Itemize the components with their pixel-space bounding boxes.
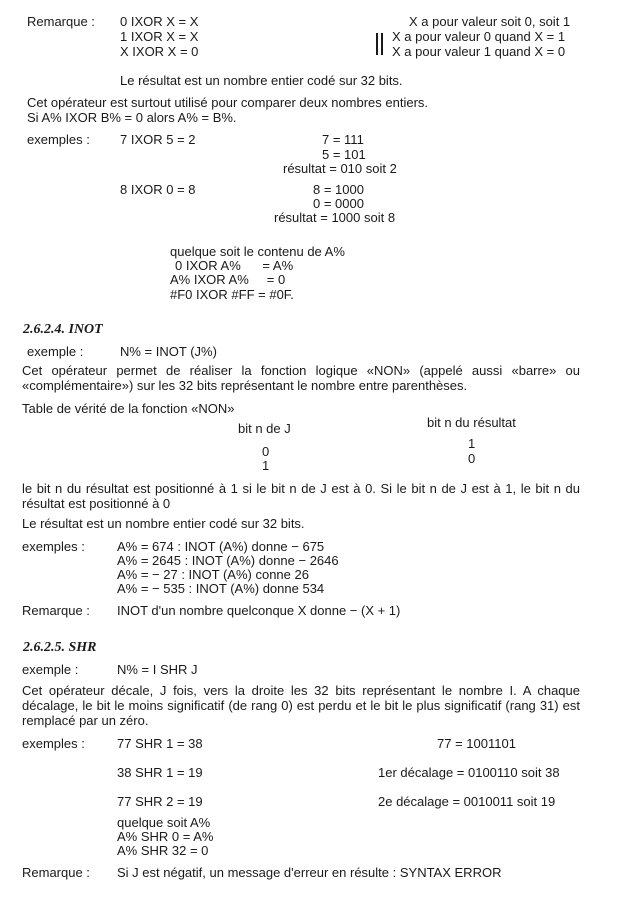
remark-label: Remarque : bbox=[22, 603, 90, 618]
examples-label: exemples : bbox=[27, 132, 90, 147]
ixor-rule-line: 0 IXOR X = X bbox=[120, 14, 199, 29]
example-expression: N% = INOT (J%) bbox=[120, 344, 217, 359]
paragraph: le bit n du résultat est positionné à 1 si le bit n de J est à 0. Si le bit n de J est à 1, le bit n du résultat est positionné à 0 bbox=[22, 481, 580, 511]
paragraph: Cet opérateur permet de réaliser la fonction logique «NON» (appelé aussi «barre» ou «complémentaire») sur les 32 bits représentant le nombre entre parenthèses. bbox=[22, 363, 580, 393]
result-note: Le résultat est un nombre entier codé sur 32 bits. bbox=[22, 516, 305, 531]
binary-line: 5 = 101 bbox=[322, 147, 366, 162]
truth-table-cell: 0 bbox=[468, 451, 476, 466]
example-label: exemple : bbox=[22, 662, 79, 677]
example-label: exemple : bbox=[27, 344, 84, 359]
remark-text: INOT d'un nombre quelconque X donne − (X + 1) bbox=[117, 603, 401, 618]
remark-label: Remarque : bbox=[27, 14, 95, 29]
result-note: Le résultat est un nombre entier codé sur 32 bits. bbox=[120, 73, 403, 88]
example-line: A% = − 27 : INOT (A%) conne 26 bbox=[117, 567, 309, 582]
truth-table-header: bit n de J bbox=[238, 421, 291, 436]
remark-label: Remarque : bbox=[22, 865, 90, 880]
section-heading-shr: 2.6.2.5. SHR bbox=[23, 640, 97, 655]
ixor-condition-line: X a pour valeur 0 quand X = 1 bbox=[392, 29, 566, 44]
truth-table-cell: 1 bbox=[262, 458, 270, 473]
ixor-rule-line: 1 IXOR X = X bbox=[120, 29, 199, 44]
binary-result: résultat = 010 soit 2 bbox=[283, 161, 397, 176]
ixor-condition-line: X a pour valeur 1 quand X = 0 bbox=[392, 44, 566, 59]
shift-line: 2e décalage = 0010011 soit 19 bbox=[378, 794, 556, 809]
paragraph: Si A% IXOR B% = 0 alors A% = B%. bbox=[27, 110, 237, 125]
note-line: A% SHR 0 = A% bbox=[117, 829, 214, 844]
note-line: #F0 IXOR #FF = #0F. bbox=[170, 287, 294, 302]
examples-label: exemples : bbox=[22, 736, 85, 751]
binary-line: 8 = 1000 bbox=[313, 182, 364, 197]
example-expression: 77 SHR 2 = 19 bbox=[117, 794, 203, 809]
example-expression: N% = I SHR J bbox=[117, 662, 198, 677]
ixor-condition-line: X a pour valeur soit 0, soit 1 bbox=[409, 14, 571, 29]
binary-result: résultat = 1000 soit 8 bbox=[274, 210, 396, 225]
note-line: 0 IXOR A% = A% bbox=[175, 258, 294, 273]
double-bar-left bbox=[376, 33, 378, 55]
shift-line: 1er décalage = 0100110 soit 38 bbox=[378, 765, 560, 780]
note-line: A% IXOR A% = 0 bbox=[170, 272, 286, 287]
example-line: A% = 2645 : INOT (A%) donne − 2646 bbox=[117, 553, 339, 568]
truth-table-cell: 0 bbox=[262, 444, 270, 459]
example-expression: 77 SHR 1 = 38 bbox=[117, 736, 203, 751]
remark-text: Si J est négatif, un message d'erreur en résulte : SYNTAX ERROR bbox=[117, 865, 502, 880]
binary-line: 0 = 0000 bbox=[313, 196, 364, 211]
note-line: A% SHR 32 = 0 bbox=[117, 843, 209, 858]
note-line: quelque soit A% bbox=[117, 815, 211, 830]
example-line: A% = − 535 : INOT (A%) donne 534 bbox=[117, 581, 325, 596]
section-heading-inot: 2.6.2.4. INOT bbox=[23, 322, 103, 337]
example-line: A% = 674 : INOT (A%) donne − 675 bbox=[117, 539, 325, 554]
examples-label: exemples : bbox=[22, 539, 85, 554]
example-expression: 8 IXOR 0 = 8 bbox=[120, 182, 196, 197]
paragraph: Cet opérateur est surtout utilisé pour comparer deux nombres entiers. bbox=[27, 95, 429, 110]
truth-table-header: bit n du résultat bbox=[427, 415, 516, 430]
double-bar-right bbox=[381, 33, 383, 55]
paragraph: Cet opérateur décale, J fois, vers la droite les 32 bits représentant le nombre I. A chaque décalage, le bit le moins significatif (de rang 0) est perdu et le bit le plus significatif (rang 31) est remplacé par un zéro. bbox=[22, 683, 580, 728]
table-title: Table de vérité de la fonction «NON» bbox=[22, 401, 235, 416]
binary-line: 7 = 111 bbox=[322, 132, 364, 147]
example-expression: 38 SHR 1 = 19 bbox=[117, 765, 203, 780]
binary-line: 77 = 1001101 bbox=[437, 736, 516, 751]
truth-table-cell: 1 bbox=[468, 436, 476, 451]
note-line: quelque soit le contenu de A% bbox=[170, 244, 345, 259]
ixor-rule-line: X IXOR X = 0 bbox=[120, 44, 199, 59]
example-expression: 7 IXOR 5 = 2 bbox=[120, 132, 196, 147]
